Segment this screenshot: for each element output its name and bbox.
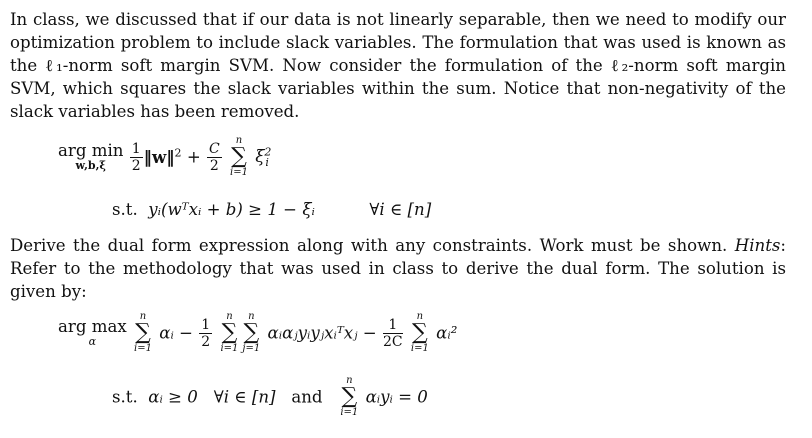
dual-half-fraction: $\frac{1}{2}$ bbox=[201, 316, 211, 350]
dual-sum-j: n ∑ j=1 bbox=[242, 311, 261, 354]
dual-forall-clause: ∀i ∈ [n] bbox=[213, 387, 276, 407]
equality-constraint: αᵢyᵢ = 0 bbox=[365, 387, 428, 407]
minus-sign-1: − bbox=[179, 323, 193, 343]
and-word: and bbox=[291, 387, 323, 407]
weight-norm: ‖w‖$^2$ bbox=[143, 146, 182, 168]
dual-objective bbox=[58, 312, 457, 354]
primal-constraint bbox=[112, 200, 431, 219]
kernel-term: αᵢαⱼyᵢyⱼxᵢᵀxⱼ bbox=[267, 323, 358, 343]
minus-sign-2: − bbox=[362, 323, 377, 343]
primal-sum: n ∑ i=1 bbox=[230, 135, 248, 178]
equality-sum: n ∑ i=1 bbox=[340, 375, 359, 418]
derive-text-2: : Refer to the methodology that was used in class to derive the dual form. The solution is given by: bbox=[10, 236, 786, 301]
forall-clause: ∀i ∈ [n] bbox=[369, 200, 432, 219]
argmin-operator: arg min w,b,ξ bbox=[58, 140, 124, 173]
st-label: s.t. bbox=[112, 200, 138, 219]
inverse-2c-fraction: $\frac{1}{2C}$ bbox=[383, 316, 403, 350]
alpha-i: αᵢ bbox=[159, 323, 174, 343]
derive-paragraph bbox=[10, 234, 786, 303]
half-fraction: $\frac{1}{2}$ bbox=[131, 140, 141, 174]
nonneg-constraint: αᵢ ≥ 0 bbox=[148, 387, 198, 407]
hints-label: Hints bbox=[734, 236, 781, 255]
primal-objective bbox=[58, 135, 272, 178]
alpha-squared: αᵢ² bbox=[436, 323, 458, 343]
dual-sum-2: n ∑ i=1 bbox=[410, 311, 429, 354]
dual-sum-i: n ∑ i=1 bbox=[220, 311, 239, 354]
intro-text: In class, we discussed that if our data is not linearly separable, then we need to modify our optimization problem to include slack variables. The formulation that was used is known as the ℓ₁-norm soft margin SVM. Now consider the formulation of the ℓ₂-norm soft margin SVM, which squares the slack variables within the sum. Notice that non-negativity of the slack variables has been removed. bbox=[10, 10, 786, 121]
c-half-fraction: $\frac{C}{2}$ bbox=[209, 140, 220, 174]
slack-squared: $\xi^2_i$ bbox=[255, 145, 272, 169]
plus-sign: + bbox=[186, 147, 201, 167]
derive-text-1: Derive the dual form expression along with any constraints. Work must be shown. bbox=[10, 236, 735, 255]
dual-constraints bbox=[112, 376, 428, 418]
argmax-operator: arg max α bbox=[58, 316, 127, 349]
margin-constraint: yᵢ(wᵀxᵢ + b) ≥ 1 − ξᵢ bbox=[148, 200, 315, 219]
dual-st-label: s.t. bbox=[112, 387, 138, 407]
dual-sum-1: n ∑ i=1 bbox=[134, 311, 152, 354]
intro-paragraph bbox=[10, 8, 786, 123]
